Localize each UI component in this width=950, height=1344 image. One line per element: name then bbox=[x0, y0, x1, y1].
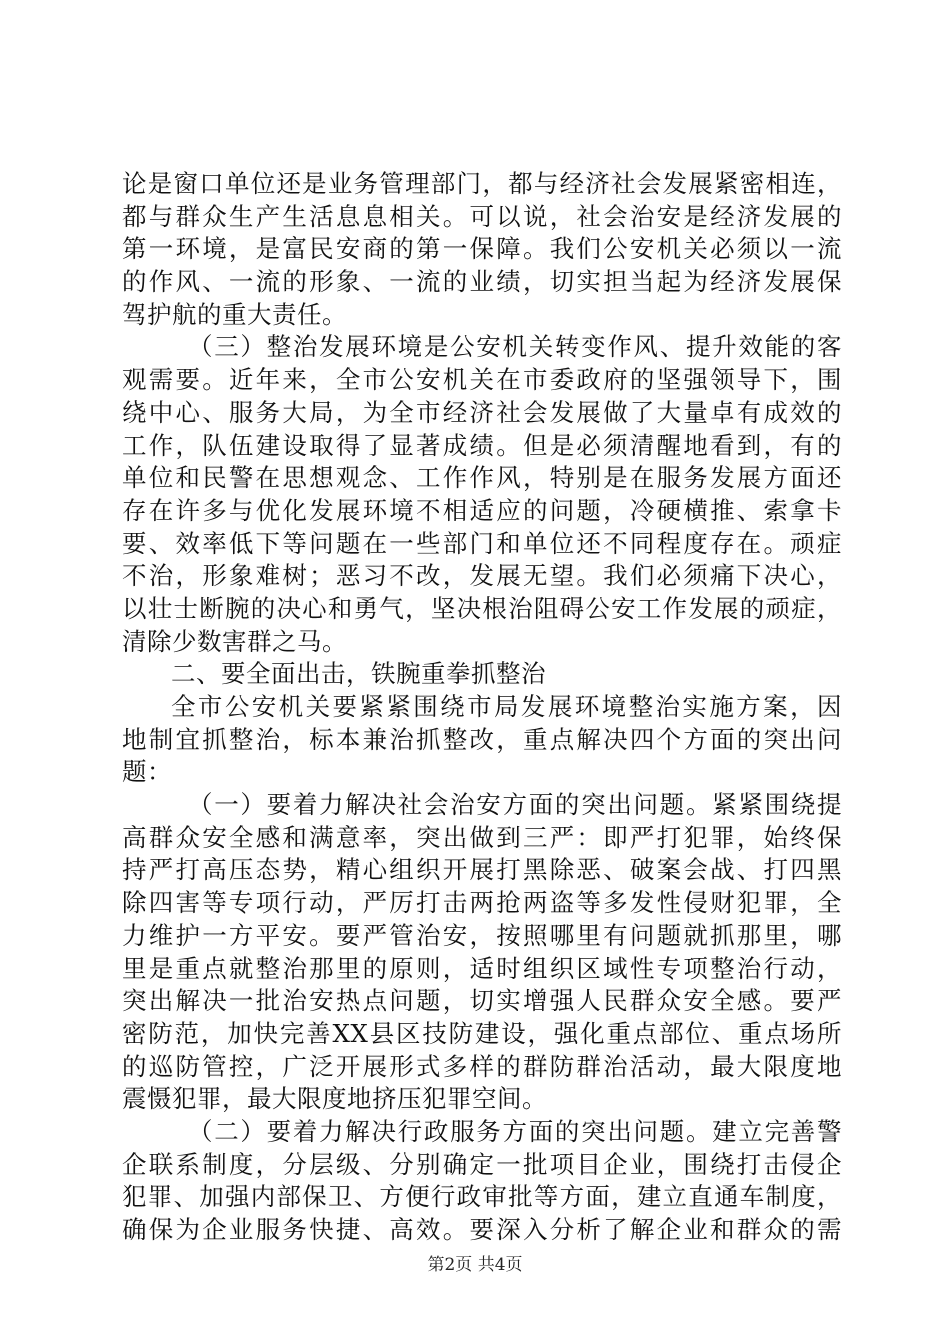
text-line: 企联系制度，分层级、分别确定一批项目企业，围绕打击侵企 bbox=[122, 1149, 842, 1179]
text-line: 全市公安机关要紧紧围绕市局发展环境整治实施方案，因 bbox=[171, 692, 842, 721]
text-line: 以壮士断腕的决心和勇气，坚决根治阻碍公安工作发展的顽症， bbox=[122, 593, 842, 623]
text-line: 持严打高压态势，精心组织开展打黑除恶、破案会战、打四黑 bbox=[122, 855, 842, 885]
text-line: 高群众安全感和满意率，突出做到三严：即严打犯罪，始终保 bbox=[122, 822, 842, 852]
text-line: （二）要着力解决行政服务方面的突出问题。建立完善警 bbox=[188, 1116, 842, 1146]
text-line: 确保为企业服务快捷、高效。要深入分析了解企业和群众的需 bbox=[122, 1215, 842, 1244]
text-line: 绕中心、服务大局，为全市经济社会发展做了大量卓有成效的 bbox=[122, 397, 842, 427]
text-line: 单位和民警在思想观念、工作作风，特别是在服务发展方面还 bbox=[122, 463, 842, 493]
text-line: 第一环境，是富民安商的第一保障。我们公安机关必须以一流 bbox=[122, 234, 842, 264]
text-line: 的巡防管控，广泛开展形式多样的群防群治活动，最大限度地 bbox=[122, 1051, 842, 1081]
text-line: 观需要。近年来，全市公安机关在市委政府的坚强领导下，围 bbox=[122, 365, 842, 395]
text-line: 震慑犯罪，最大限度地挤压犯罪空间。 bbox=[122, 1084, 547, 1114]
text-line: 里是重点就整治那里的原则，适时组织区域性专项整治行动， bbox=[122, 953, 842, 983]
text-line: 突出解决一批治安热点问题，切实增强人民群众安全感。要严 bbox=[122, 986, 842, 1016]
text-line: 二、要全面出击，铁腕重拳抓整治 bbox=[171, 659, 546, 689]
text-line: （一）要着力解决社会治安方面的突出问题。紧紧围绕提 bbox=[188, 790, 842, 820]
text-line: （三）整治发展环境是公安机关转变作风、提升效能的客 bbox=[188, 332, 842, 362]
text-line: 论是窗口单位还是业务管理部门，都与经济社会发展紧密相连， bbox=[122, 169, 842, 198]
body-text bbox=[122, 168, 842, 1247]
text-line: 驾护航的重大责任。 bbox=[122, 299, 347, 329]
text-line: 密防范，加快完善XX县区技防建设，强化重点部位、重点场所 bbox=[122, 1018, 842, 1048]
text-line: 除四害等专项行动，严厉打击两抢两盗等多发性侵财犯罪，全 bbox=[122, 888, 842, 918]
text-line: 不治，形象难树；恶习不改，发展无望。我们必须痛下决心， bbox=[122, 561, 842, 591]
text-line: 清除少数害群之马。 bbox=[122, 626, 347, 656]
text-line: 犯罪、加强内部保卫、方便行政审批等方面，建立直通车制度， bbox=[122, 1182, 842, 1212]
text-line: 都与群众生产生活息息相关。可以说，社会治安是经济发展的 bbox=[122, 201, 842, 231]
text-line: 力维护一方平安。要严管治安，按照哪里有问题就抓那里，哪 bbox=[122, 920, 842, 950]
text-line: 工作，队伍建设取得了显著成绩。但是必须清醒地看到，有的 bbox=[122, 430, 842, 460]
text-line: 要、效率低下等问题在一些部门和单位还不同程度存在。顽症 bbox=[122, 528, 842, 558]
text-line: 存在许多与优化发展环境不相适应的问题，冷硬横推、索拿卡 bbox=[122, 495, 842, 525]
text-line: 的作风、一流的形象、一流的业绩，切实担当起为经济发展保 bbox=[122, 267, 842, 297]
text-line: 题： bbox=[122, 757, 172, 787]
page-footer: 第2页 共4页 bbox=[427, 1255, 523, 1275]
text-line: 地制宜抓整治，标本兼治抓整改，重点解决四个方面的突出问 bbox=[122, 724, 842, 754]
